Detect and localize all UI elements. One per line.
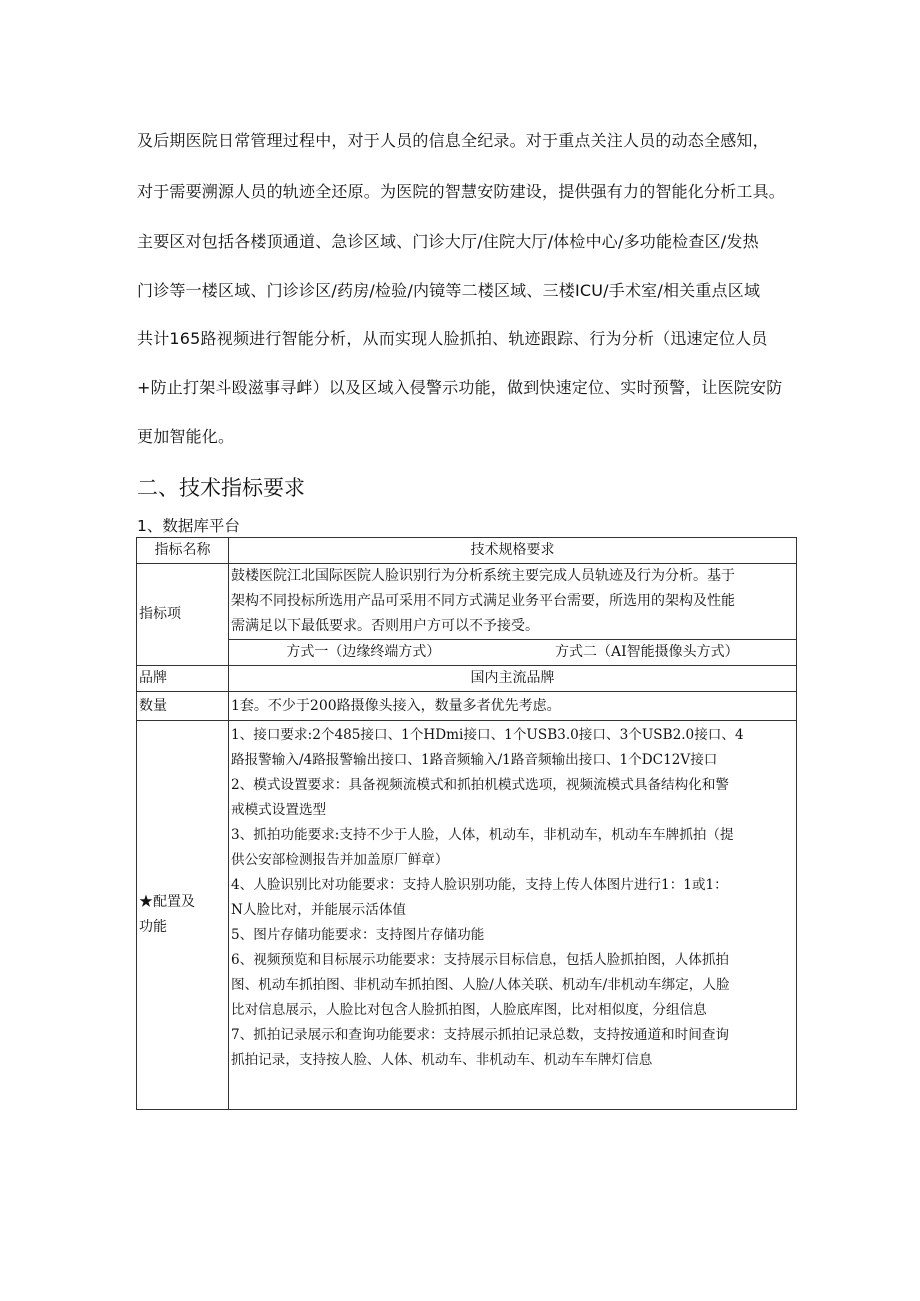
table-row-brand: [137, 666, 797, 692]
config-line: 戒模式设置选型: [231, 802, 327, 818]
config-line: 4、人脸识别比对功能要求：支持人脸识别功能，支持上传人体图片进行1：1或1：: [231, 877, 728, 893]
config-line: 5、图片存储功能要求：支持图片存储功能: [231, 927, 485, 943]
config-line: 3、抓拍功能要求:支持不少于人脸，人体，机动车，非机动车，机动车车牌抓拍（提: [231, 827, 734, 843]
row-quantity-label: 数量: [137, 692, 229, 721]
table-header-row: [137, 538, 797, 564]
header-col-indicator: 指标名称: [137, 538, 229, 564]
row-brand-label: 品牌: [137, 666, 229, 692]
intro-line: 更加智能化。: [137, 427, 235, 446]
table-row-quantity: [137, 692, 797, 721]
table-row-item: [137, 564, 797, 666]
config-line: 比对信息展示，人脸比对包含人脸抓拍图，人脸底库图，比对相似度，分组信息: [231, 1002, 707, 1018]
table-row-config: [137, 721, 797, 1110]
header-col-spec: 技术规格要求: [229, 538, 797, 564]
config-line: 图、机动车抓拍图、非机动车抓拍图、人脸/人体关联、机动车/非机动车绑定，人脸: [231, 977, 730, 993]
config-line: 供公安部检测报告并加盖原厂鲜章）: [231, 852, 449, 868]
intro-line: 共计165路视频进行智能分析，从而实现人脸抓拍、轨迹跟踪、行为分析（迅速定位人员: [137, 329, 768, 348]
config-line: 7、抓拍记录展示和查询功能要求：支持展示抓拍记录总数，支持按通道和时间查询: [231, 1027, 730, 1043]
config-line: N人脸比对，并能展示活体值: [231, 902, 407, 918]
intro-line: +防止打架斗殴滋事寻衅）以及区域入侵警示功能，做到快速定位、实时预警，让医院安防: [137, 378, 783, 397]
intro-line: 对于需要溯源人员的轨迹全还原。为医院的智慧安防建设，提供强有力的智能化分析工具。: [137, 182, 786, 201]
intro-line: 门诊等一楼区域、门诊诊区/药房/检验/内镜等二楼区域、三楼ICU/手术室/相关重点区域: [137, 281, 761, 300]
row-item-content: [229, 564, 797, 666]
row-item-label: 指标项: [137, 564, 229, 666]
config-line: 抓拍记录，支持按人脸、人体、机动车、非机动车、机动车车牌灯信息: [231, 1052, 653, 1068]
spec-table: [136, 537, 797, 1110]
config-line: 路报警输入/4路报警输出接口、1路音频输入/1路音频输出接口、1个DC12V接口: [231, 752, 718, 768]
config-line: 2、模式设置要求：具备视频流模式和抓拍机模式选项，视频流模式具备结构化和警: [231, 777, 730, 793]
intro-line: 主要区对包括各楼顶通道、急诊区域、门诊大厅/住院大厅/体检中心/多功能检查区/发热: [137, 232, 759, 251]
row-brand-value: 国内主流品牌: [229, 666, 797, 692]
config-line: 1、接口要求:2个485接口、1个HDmi接口、1个USB3.0接口、3个USB2.0接口、4: [231, 727, 744, 743]
row-config-label-line: ★配置及: [139, 894, 195, 910]
row-quantity-value: 1套。不少于200路摄像头接入，数量多者优先考虑。: [229, 692, 797, 721]
config-line: 6、视频预览和目标展示功能要求：支持展示目标信息，包括人脸抓拍图，人体抓拍: [231, 952, 730, 968]
intro-line: 及后期医院日常管理过程中，对于人员的信息全纪录。对于重点关注人员的动态全感知，: [137, 131, 769, 150]
mode-row: [229, 639, 796, 665]
mode-ai-camera-label: 方式二（AI智能摄像头方式）: [555, 644, 739, 660]
subsection-title: 1、数据库平台: [137, 517, 240, 535]
row-item-line: 架构不同投标所选用产品可采用不同方式满足业务平台需要，所选用的架构及性能: [231, 593, 735, 609]
row-item-line: 鼓楼医院江北国际医院人脸识别行为分析系统主要完成人员轨迹及行为分析。基于: [231, 568, 735, 584]
row-config-label-line: 功能: [139, 919, 167, 935]
row-item-line: 需满足以下最低要求。否则用户方可以不予接受。: [231, 618, 539, 634]
row-config-content: [229, 721, 797, 1110]
mode-edge-label: 方式一（边缘终端方式）: [286, 644, 441, 660]
section-title: 二、技术指标要求: [137, 476, 305, 500]
row-config-label: [137, 721, 229, 1110]
